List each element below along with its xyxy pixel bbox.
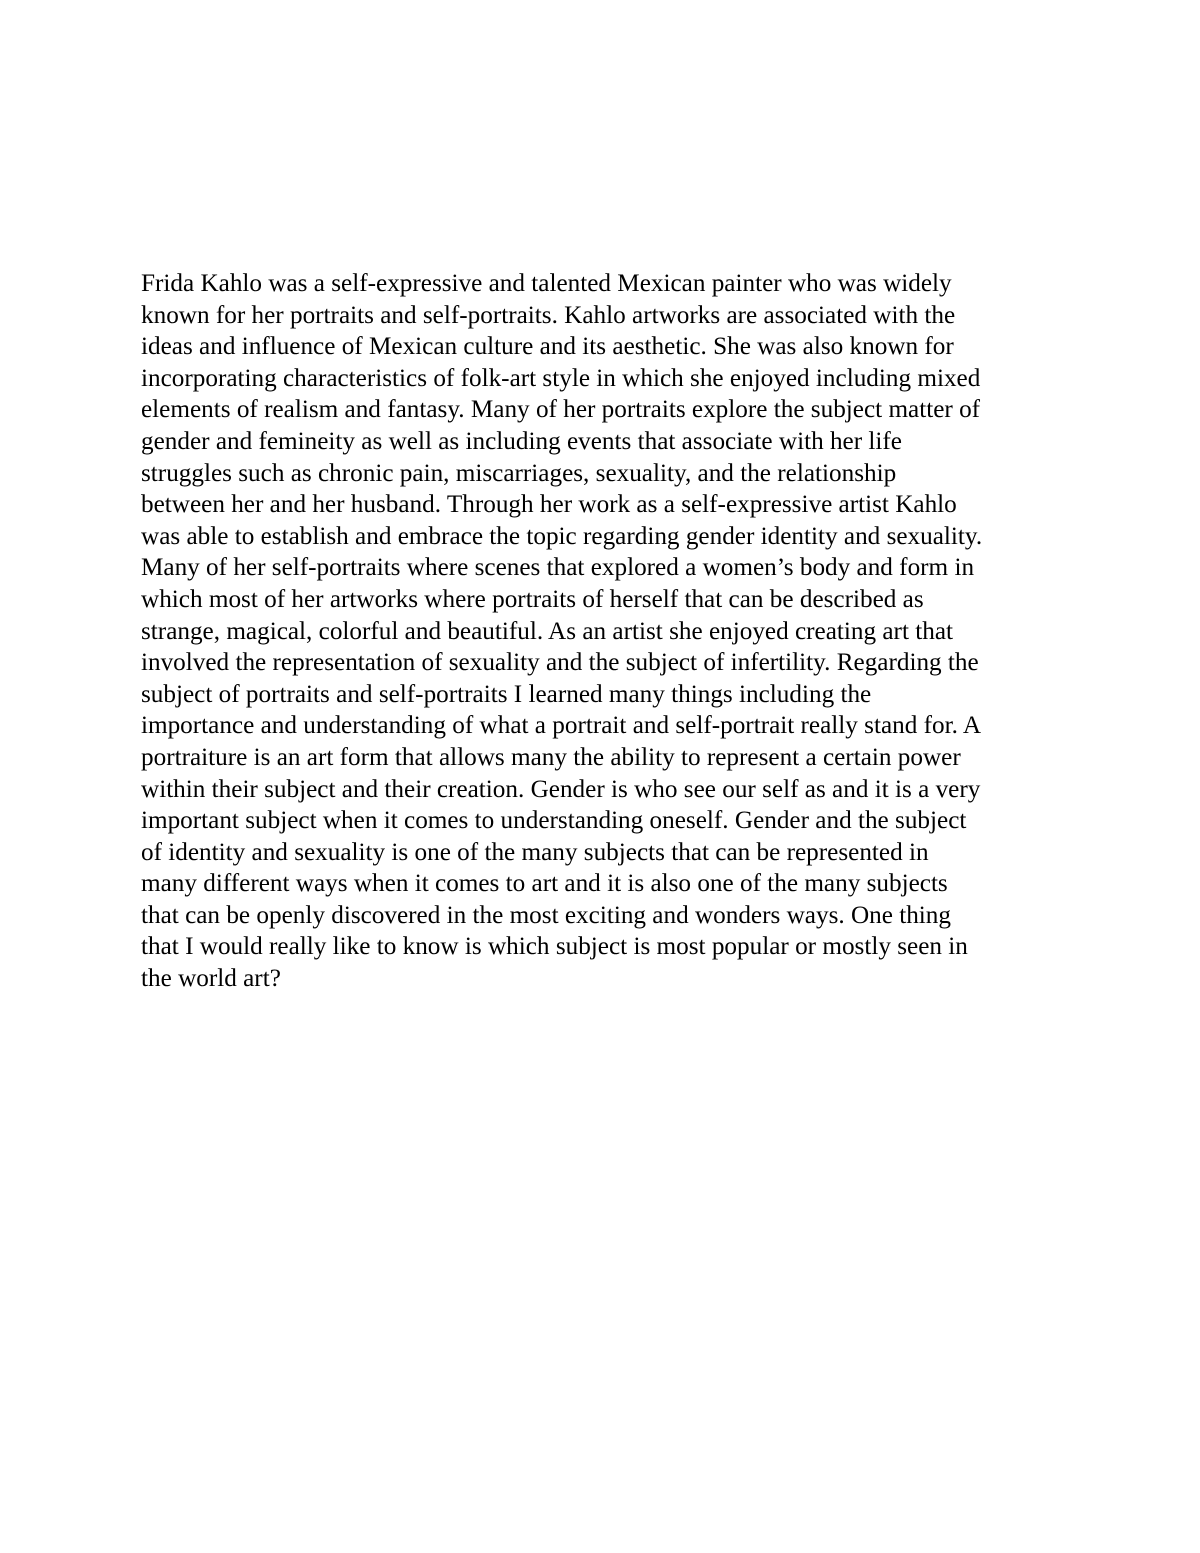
- text-line: the world art?: [141, 965, 281, 993]
- text-line: known for her portraits and self-portraits. Kahlo artworks are associated with the: [141, 301, 956, 329]
- text-line: subject of portraits and self-portraits I learned many things including the: [141, 680, 872, 708]
- text-line: elements of realism and fantasy. Many of her portraits explore the subject matter of: [141, 396, 981, 424]
- text-line: many different ways when it comes to art and it is also one of the many subjects: [141, 870, 948, 898]
- text-line: within their subject and their creation. Gender is who see our self as and it is a very: [141, 775, 981, 803]
- text-line: ideas and influence of Mexican culture and its aesthetic. She was also known for: [141, 333, 954, 361]
- body-paragraph: [141, 268, 1081, 995]
- text-line: incorporating characteristics of folk-art style in which she enjoyed including mixed: [141, 364, 981, 392]
- text-line: between her and her husband. Through her work as a self-expressive artist Kahlo: [141, 491, 957, 519]
- text-line: strange, magical, colorful and beautiful. As an artist she enjoyed creating art that: [141, 617, 954, 645]
- text-line: involved the representation of sexuality and the subject of infertility. Regarding the: [141, 649, 979, 677]
- text-line: Many of her self-portraits where scenes that explored a women’s body and form in: [141, 554, 975, 582]
- text-line: which most of her artworks where portraits of herself that can be described as: [141, 585, 924, 613]
- text-line: gender and femineity as well as including events that associate with her life: [141, 427, 902, 455]
- text-line: was able to establish and embrace the topic regarding gender identity and sexuality.: [141, 522, 983, 550]
- text-line: struggles such as chronic pain, miscarriages, sexuality, and the relationship: [141, 459, 897, 487]
- text-line: that can be openly discovered in the most exciting and wonders ways. One thing: [141, 901, 951, 929]
- text-line: important subject when it comes to understanding oneself. Gender and the subject: [141, 807, 967, 835]
- text-line: importance and understanding of what a portrait and self-portrait really stand for. A: [141, 712, 982, 740]
- text-line: of identity and sexuality is one of the many subjects that can be represented in: [141, 838, 929, 866]
- text-line: that I would really like to know is which subject is most popular or mostly seen in: [141, 933, 968, 961]
- text-line: portraiture is an art form that allows many the ability to represent a certain power: [141, 743, 961, 771]
- text-line: Frida Kahlo was a self-expressive and talented Mexican painter who was widely: [141, 270, 952, 297]
